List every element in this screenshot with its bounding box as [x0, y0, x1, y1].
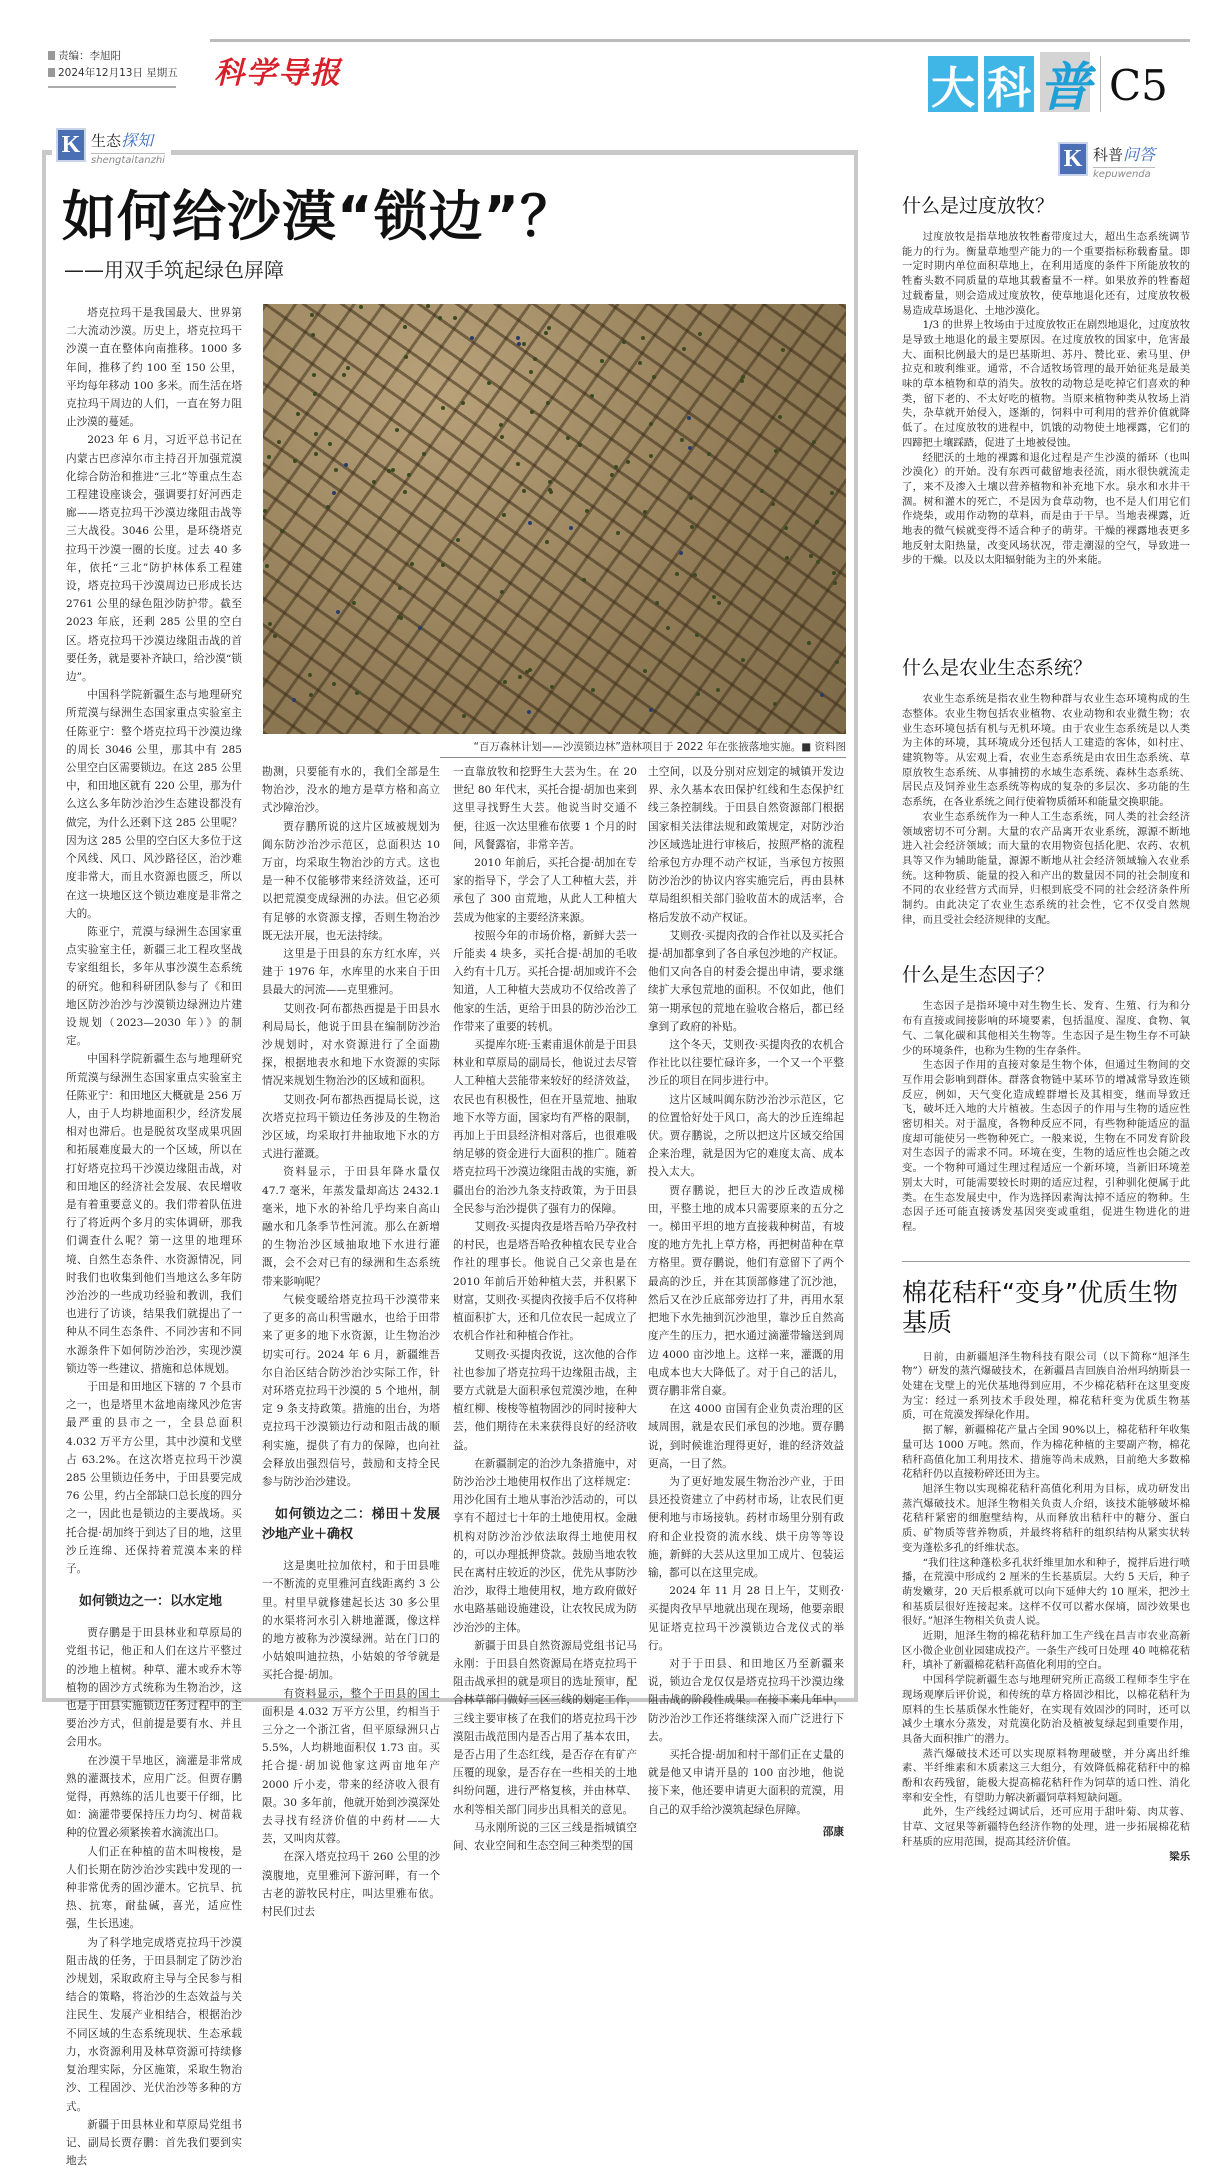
- paragraph: 2024 年 11 月 28 日上午，艾则孜·买提肉孜早早地就出现在现场，他要亲眼见证塔克拉玛干沙漠锁边合龙仪式的举行。: [648, 1585, 844, 1652]
- tree-mark: [403, 325, 407, 329]
- paragraph: 日前，由新疆旭泽生物科技有限公司（以下简称“旭泽生物”）研发的蒸汽爆破技术，在新疆昌吉回族自治州玛纳斯县一处建在戈壁上的光伏基地得到应用，不少棉花秸秆在这里变废为宝：经过一系列技术手段处理，棉花秸秆变为优质生物基质，可在荒漠发挥绿化作用。: [902, 1350, 1190, 1422]
- tree-mark: [591, 688, 595, 692]
- tree-mark: [530, 410, 534, 414]
- brand-char: 科: [984, 56, 1034, 112]
- tree-mark: [418, 626, 422, 630]
- tree-mark: [550, 685, 554, 689]
- tree-mark: [438, 316, 442, 320]
- paragraph: 2010 年前后，买托合提·胡加在专家的指导下，学会了人工种植大芸，并承包了 300 亩荒地，从此人工种植大芸成为他家的主要经济来源。: [453, 857, 637, 924]
- tree-mark: [314, 452, 318, 456]
- paragraph: 这片区域叫阗东防沙治沙示范区，它的位置恰好处于风口，高大的沙丘连绵起伏。贾存鹏说，之所以把这片区域交给国企来治理，就是因为它的难度太高、成本投入太大。: [648, 1093, 844, 1179]
- paragraph-continued: 一直靠放牧和挖野生大芸为生。在 20 世纪 80 年代末，买托合提·胡加也来到这里寻找野生大芸。他说当时交通不便，往返一次达里雅布依要 1 个月的时间，风餐露宿，非常辛苦。: [453, 766, 637, 851]
- paragraph: 新疆于田县自然资源局党组书记马永刚：于田县自然资源局在塔克拉玛干阻击战承担的就是项目的选址预审，配合林草部门做好三区三线的划定工作，三线主要审核了在我们的塔克拉玛干沙漠阻击战范围内是否占用了基本农田，是否占用了生态红线，是否存在有矿产压覆的现象，是否存在一些相关的土地纠纷问题，进行严格复核，并由林草、水利等相关部门同步出具相关的意见。: [453, 1639, 637, 1816]
- tree-mark: [503, 680, 507, 684]
- paragraph: 气候变暖给塔克拉玛干沙漠带来了更多的高山积雪融水，也给于田带来了更多的地下水资源，让生物治沙切实可行。2024 年 6 月，新疆维吾尔自治区结合防沙治沙实际工作，针对环塔克拉玛干沙漠的 5 个地州，制定 9 条支持政策。措施的出台，为塔克拉玛干沙漠锁边行动和阻击战的顺利实施，提供了有力的保障，也向社会释放出强烈信号，鼓励和支持全民参与防沙治沙建设。: [262, 1293, 440, 1488]
- tree-mark: [689, 496, 693, 500]
- tree-mark: [816, 560, 820, 564]
- paragraph: 在新疆制定的治沙九条措施中，对防沙治沙土地使用权作出了这样规定：用沙化国有土地从事治沙活动的，可以享有不超过七十年的土地使用权。金融机构对防沙治沙依法取得土地使用权的，可以办理抵押贷款。鼓励当地农牧民在离村庄较近的沙区，优先从事防沙治沙，取得土地使用权，地方政府做好水电路基础设施建设，让农牧民成为防沙治沙的主体。: [453, 1457, 637, 1634]
- paragraph: 蒸汽爆破技术还可以实现原料物理破壁，并分离出纤维素、半纤维素和木质素这三大组分，有效降低棉花秸秆中的棉酚和农药残留，能极大提高棉花秸秆作为饲草的适口性、消化率和安全性，有望助力解决新疆饲草料短缺问题。: [902, 1747, 1190, 1804]
- paragraph: 陈亚宁，荒漠与绿洲生态国家重点实验室主任，新疆三北工程攻坚战专家组组长，多年从事沙漠生态系统的研究。他和科研团队参与了《和田地区防沙治沙与沙漠锁边绿洲边片建设规划（2023—2030 年）》的制定。: [66, 925, 242, 1048]
- tree-mark: [441, 563, 445, 567]
- paragraph: 贾存鹏是于田县林业和草原局的党组书记，他正和人们在这片平整过的沙地上植树。种草、灌木或乔木等植物的固沙方式统称为生物治沙，这也是于田县实施锁边任务过程中的主要治沙方式，但前提是要有水、并且会用水。: [66, 1627, 242, 1749]
- tree-mark: [310, 313, 314, 317]
- tree-mark: [407, 473, 411, 477]
- tree-mark: [336, 610, 340, 614]
- paragraph: 买提库尔班·玉素甫退休前是于田县林业和草原局的副局长，他说过去尽管人工种植大芸能带来较好的经济效益，农民也有积极性，但在开垦荒地、抽取地下水等方面，国家均有严格的限制，再加上于田县经济相对落后，也很难吸纳足够的资金进行大面积的推广。随着塔克拉玛干沙漠边缘阻击战的实施，新疆出台的治沙九条支持政策，为于田县全民参与治沙提供了强有力的保障。: [453, 1039, 637, 1215]
- badge-title: 生态: [91, 132, 122, 150]
- k-logo-icon: K: [1058, 142, 1088, 176]
- cotton-article-body: [902, 1350, 1190, 1865]
- tree-mark: [807, 641, 811, 645]
- meta-rule: [48, 86, 176, 88]
- tree-mark: [549, 490, 553, 494]
- article-column-3: [453, 763, 637, 1855]
- tree-mark: [566, 436, 570, 440]
- section-divider: [902, 1261, 1190, 1262]
- tree-mark: [346, 366, 350, 370]
- tree-mark: [643, 669, 647, 673]
- square-bullet-icon: [48, 51, 55, 60]
- paragraph: 人们正在种植的苗木叫梭梭，是人们长期在防沙治沙实践中发现的一种非常优秀的固沙灌木。它抗旱、抗热、抗寒，耐盐碱，喜光，适应性强，生长迅速。: [66, 1845, 242, 1931]
- tree-mark: [332, 491, 336, 495]
- tree-mark: [516, 462, 520, 466]
- section-badge-shengtaitanzhi: [52, 128, 171, 166]
- tree-mark: [344, 463, 348, 467]
- tree-mark: [740, 379, 744, 383]
- tree-mark: [355, 691, 359, 695]
- tree-mark: [675, 572, 679, 576]
- tree-mark: [502, 513, 506, 517]
- tree-mark: [500, 435, 504, 439]
- tree-mark: [638, 361, 642, 365]
- tree-mark: [652, 375, 656, 379]
- top-rule: [210, 39, 1190, 42]
- paragraph: 这个冬天，艾则孜·买提肉孜的农机合作社比以往要忙碌许多，一个又一个平整沙丘的项目在同步进行中。: [648, 1039, 844, 1088]
- tree-mark: [404, 355, 408, 359]
- paragraph: 在沙漠干旱地区，滴灌是非常成熟的灌溉技术，应用广泛。但贾存鹏觉得，再熟练的活儿也要干仔细，比如：滴灌带要保持压力均匀、树苗栽种的位置必须紧挨着水滴流出口。: [66, 1754, 242, 1840]
- tree-mark: [815, 520, 819, 524]
- tree-mark: [547, 326, 551, 330]
- article-subtitle: ——用双手筑起绿色屏障: [64, 258, 284, 282]
- paragraph: 过度放牧是指草地放牧牲畜带度过大，超出生态系统调节能力的行为。衡量草地型产能力的一个重要指标称载畜量。即一定时期内单位面积草地上，在利用适度的条件下所能放牧的牲畜头数不同质量的草地其载畜量不一样。如果放养的牲畜超过载畜量，则会造成过度放牧，使草地退化还有，过度放牧极易造成草场退化、土地沙漠化。: [902, 231, 1190, 317]
- page-number: C5: [1109, 61, 1168, 110]
- paragraph: 经肥沃的土地的裸露和退化过程是产生沙漠的循环（也叫沙漠化）的开始。没有东西可截留地表径流，雨水很快就流走了，来不及渗入土壤以营养植物和补充地下水。泉水和水井干涸。树和灌木的死亡，不是因为食草动物，也不是人们用它们作烧柴，或用作动物的草料，而是由于干旱。当地表裸露，近地表的微气候就变得不适合种子的萌芽。干燥的裸露地表更多地反射太阳热量，改变风场状况，带走潮湿的空气，导致进一步的干燥。以及以太阳辐射能为主的外来能。: [902, 451, 1190, 567]
- right-column: [902, 194, 1190, 1864]
- tree-mark: [398, 586, 402, 590]
- paragraph: 中国科学院新疆生态与地理研究所荒漠与绿洲生态国家重点实验室主任陈亚宁：和田地区大概就是 256 万人，由于人均耕地面积少，经济发展相对也滞后。也是脱贫攻坚成果巩固和拓展难度最大的一个区域，所以在打好塔克拉玛干沙漠边缘阻击战，对和田地区的经济社会发展、农民增收是有着重要意义的。我们带着队伍进行了将近两个多月的实体调研，那我们调查什么呢？第一这里的地理环境、自然生态条件、水资源情况，同时我们也收集到他们当地这么多年防沙治沙的一些成功经验和教训，我们也进行了访谈，结果我们就提出了一种从不同生态条件、不同沙害和不同水源条件下如何防沙治沙，实现沙漠锁边等一些建议、措施和总体规划。: [66, 1053, 242, 1375]
- tree-mark: [771, 502, 775, 506]
- tree-mark: [268, 622, 272, 626]
- tree-mark: [582, 578, 586, 582]
- k-logo-icon: K: [56, 128, 86, 162]
- paragraph: 此外，生产线经过调试后，还可应用于甜叶菊、肉苁蓉、甘草、文冠果等新疆特色经济作物的处理，进一步拓展棉花秸秆基质的应用范围，提高其经济价值。: [902, 1806, 1190, 1848]
- tree-mark: [403, 490, 407, 494]
- badge-pinyin: shengtaitanzhi: [91, 155, 165, 166]
- paragraph: 为了更好地发展生物治沙产业，于田县还投资建立了中药材市场，让农民们更便利地与市场接轨。药材市场里分别有政府和企业投资的流水线、烘干房等等设施，新鲜的大芸从这里加工成片、包装运输，都可以在这里完成。: [648, 1475, 844, 1579]
- paragraph: 艾则孜·买提肉孜是塔吾哈乃孕孜村的村民，也是塔吾哈孜种植农民专业合作社的理事长。他说自己父亲也是在 2010 年前后开始种植大芸，并积累下财富，艾则孜·买提肉孜接手后不仅将种植面积扩大，还和几位农民一起成立了农机合作社和种植合作社。: [453, 1221, 637, 1343]
- tree-mark: [698, 332, 702, 336]
- tree-mark: [522, 342, 526, 346]
- paragraph: 生态因子是指环境中对生物生长、发育、生殖、行为和分布有直接或间接影响的环境要素，包括温度、湿度、食物、氧气、二氧化碳和其他相关生物等。生态因子是生物生存不可缺少的环境条件，也称为生物的生存条件。: [902, 1000, 1190, 1057]
- qa-answer: [902, 692, 1190, 927]
- tree-mark: [695, 633, 699, 637]
- editor: 责编：李旭阳: [58, 50, 121, 62]
- tree-mark: [781, 348, 785, 352]
- tree-mark: [487, 381, 491, 385]
- tree-mark: [441, 406, 445, 410]
- tree-mark: [610, 473, 614, 477]
- tree-mark: [391, 468, 395, 472]
- section-badge-kepuwenda: [1058, 142, 1155, 180]
- tree-mark: [820, 693, 824, 697]
- paragraph-continued: 土空间，以及分别对应划定的城镇开发边界、永久基本农田保护红线和生态保护红线三条控制线。于田县自然资源部门根据国家相关法律法规和政策规定，对防沙治沙区域选址进行审核后，按照严格的流程给承包方办理不动产权证，当承包方按照防沙治沙的协议内容实施完后，再由县林草局组织相关部门验收苗木的成活率，合格后发放不动产权证。: [648, 766, 844, 924]
- tree-mark: [461, 401, 465, 405]
- tree-mark: [453, 316, 457, 320]
- paragraph: 旭泽生物以实现棉花秸秆高值化利用为目标，成功研发出蒸汽爆破技术。旭泽生物相关负责人介绍，该技术能够破坏棉花秸秆紧密的细胞壁结构，从而释放出秸秆中的糖分、蛋白质、矿物质等营养物质，并最终将秸秆的组织结构从紧实状转变为蓬松多孔的纤维状态。: [902, 1483, 1190, 1554]
- tree-mark: [296, 412, 300, 416]
- paragraph: 贾存鹏所说的这片区域被规划为阗东防沙治沙示范区，总面积达 10 万亩，均采取生物治沙的方式。这也是一种不仅能够带来经济效益，还可以把荒漠变成绿洲的办法。但它必须有足够的水资源支撑，否则生物治沙既无法开展，也无法持续。: [262, 820, 440, 942]
- paragraph: 按照今年的市场价格，新鲜大芸一斤能卖 4 块多，买托合提·胡加的毛收入约有十几万。买托合提·胡加或许不会知道，人工种植大芸成功不仅给改善了他家的生活，更给于田县的防沙治沙工作带来了重要的转机。: [453, 929, 637, 1033]
- paragraph: 1/3 的世界上牧场由于过度放牧正在剧烈地退化，过度放牧是导致土地退化的最主要原因。在过度放牧的国家中，危害最大、面积比例最大的是巴基斯坦、苏丹、赞比亚、索马里、伊拉克和玻利维亚。通常，不合适牧场管理的最开始征兆是最美味的草本植物和草的消失。放牧的动物总是吃掉它们喜欢的种类，留下老的、不太好吃的植物。当原来植物种类从牧场上消失，杂草就开始侵入，逐渐的，饲料中可利用的营养价值就降低了。在过度放牧的进程中，饥饿的动物使土地裸露，它们的四蹄把土壤踩踏，促进了土地被侵蚀。: [902, 319, 1190, 449]
- paragraph: 在这 4000 亩国有企业负责治理的区域周围，就是农民们承包的沙地。贾存鹏说，到时候谁治理得更好，谁的经济效益更高，一目了然。: [648, 1403, 844, 1470]
- tree-mark: [666, 626, 670, 630]
- tree-mark: [716, 688, 720, 692]
- tree-mark: [585, 509, 589, 513]
- tree-mark: [693, 573, 697, 577]
- page-meta: [48, 48, 178, 82]
- tree-mark: [422, 452, 426, 456]
- article-column-1: [66, 304, 242, 2170]
- article-column-2: [262, 763, 440, 1921]
- tree-mark: [696, 692, 700, 696]
- paragraph: 艾则孜·买提肉孜说，这次他的合作社也参加了塔克拉玛干边缘阻击战，主要方式就是大面积承包荒漠沙地，在种植红柳、梭梭等植物固沙的同时接种大芸，他们期待在未来获得良好的经济收益。: [453, 1348, 637, 1452]
- qa-answer: [902, 999, 1190, 1234]
- tree-mark: [741, 658, 745, 662]
- qa-answer: [902, 230, 1190, 568]
- article-headline: 如何给沙漠“锁边”？: [62, 185, 575, 248]
- paragraph: 农业生态系统作为一种人工生态系统，同人类的社会经济领域密切不可分割。大量的农产品离开农业系统，源源不断地进入社会经济领域；而大量的农用物资包括化肥、农药、农机具等又作为辅助能量，源源不断地从社会经济领域输入农业系统。这种物质、能量的投入和产出的数量因不同的社会制度和不同的农业经营方式而异，归根到底受不同的社会经济条件所制约。由此决定了农业生态系统的社会性，它不仅受自然规律，而且受社会经济规律的支配。: [902, 810, 1190, 926]
- tree-mark: [649, 454, 653, 458]
- divider: [1100, 56, 1101, 112]
- paragraph: 新疆于田县林业和草原局党组书记、副局长贾存鹏：首先我们要到实地去: [66, 2118, 242, 2168]
- paragraph: 生态因子作用的直接对象是生物个体，但通过生物间的交互作用会影响到群体。群落食物链中某环节的增减常导致连锁反应，例如，天气变化造成蝗群增长及其相变，继而导致迁飞，破坏迁入地的大片植被。生态因子的作用与生物的适应性密切相关。对于温度，各物种反应不同，有些物种能适应的温度却可能使另一些物种死亡。一般来说，生物在不同发育阶段对生态因子的需求不同。环境在变，生物的适应性也会随之改变。一个物种可通过生理过程适应一个新环境，当新旧环境差别太大时，可能需要较长时期的适应过程，引种驯化便属于此类。在生态发展史中，作为选择因素淘汰掉不适应的物种。生态因子还可能直接诱发基因突变或重组，促进生物进化的进程。: [902, 1059, 1190, 1233]
- tree-mark: [833, 581, 837, 585]
- paragraph: 艾则孜·买提肉孜的合作社以及买托合提·胡加都拿到了各自承包沙地的产权证。他们又向各自的村委会提出申请，要求继续扩大承包荒地的面积。不仅如此，他们第一期承包的荒地在验收合格后，都已经拿到了政府的补贴。: [648, 929, 844, 1033]
- tree-mark: [342, 373, 346, 377]
- tree-mark: [545, 540, 549, 544]
- paragraph: 中国科学院新疆生态与地理研究所正高级工程师李生宇在现场观摩后评价说，和传统的草方格固沙相比，以棉花秸秆为原料的生长基质保水性能好，在实现有效固沙的同时，还可以减少土壤水分蒸发，对荒漠化防治及植被复绿起到重要作用，具备大面积推广的潜力。: [902, 1674, 1190, 1745]
- tree-mark: [312, 373, 316, 377]
- tree-mark: [470, 336, 474, 340]
- section-heading: 如何锁边之二：梯田＋发展沙地产业＋确权: [262, 1507, 440, 1543]
- paragraph: 近期，旭泽生物的棉花秸秆加工生产线在昌吉市农业高新区小微企业创业园建成投产。一条生产线可日处理 40 吨棉花秸秆，填补了新疆棉花秸秆高值化利用的空白。: [902, 1630, 1190, 1672]
- tree-mark: [397, 615, 401, 619]
- tree-mark: [372, 480, 376, 484]
- tree-mark: [529, 370, 533, 374]
- tree-mark: [679, 551, 683, 555]
- tree-mark: [273, 634, 277, 638]
- paragraph: 塔克拉玛干是我国最大、世界第二大流动沙漠。历史上，塔克拉玛干沙漠一直在整体向南推移。1000 多年间，推移了约 100 至 150 公里，平均每年移动 100 多米。而生活在塔克拉玛干周边的人们，一直在努力阻止沙漠的蔓延。: [66, 307, 242, 429]
- paragraph: 贾存鹏说，把巨大的沙丘改造成梯田，平整土地的成本只需要原来的五分之一。梯田平坦的地方直接栽种树苗，有坡度的地方先扎上草方格，再把树苗种在草方格里。贾存鹏说，他们有意留下了两个最高的沙丘，并在其顶部修建了沉沙池，然后又在沙丘底部旁边打了井，再用水泵把地下水先抽到沉沙池里，靠沙丘自然高度产生的压力，把水通过滴灌带输送到周边 4000 亩沙地上。这样一来，灌溉的用电成本也大大降低了。对于自己的活儿，贾存鹏非常自豪。: [648, 1184, 844, 1397]
- tree-mark: [641, 336, 645, 340]
- tree-mark: [410, 562, 414, 566]
- tree-mark: [655, 601, 659, 605]
- qa-question: 什么是农业生态系统？: [902, 657, 1093, 680]
- paragraph: 马永刚所说的三区三线是指城镇空间、农业空间和生态空间三种类型的国: [453, 1821, 637, 1852]
- tree-mark: [311, 333, 315, 337]
- paragraph: 据了解，新疆棉花产量占全国 90%以上，棉花秸秆年收集量可达 1000 万吨。然而，作为棉花种植的主要副产物，棉花秸秆高值化加工利用技术、措施等尚未成熟，目前绝大多数棉花秸秆仍以直接粉碎还田为主。: [902, 1424, 1190, 1481]
- brand-char: 大: [928, 56, 978, 112]
- tree-mark: [522, 489, 526, 493]
- tree-mark: [517, 342, 521, 346]
- tree-mark: [773, 702, 777, 706]
- tree-mark: [622, 340, 626, 344]
- tree-mark: [643, 510, 647, 514]
- tree-mark: [569, 526, 573, 530]
- tree-mark: [426, 304, 430, 308]
- tree-mark: [649, 708, 653, 712]
- tree-mark: [687, 416, 691, 420]
- tree-mark: [309, 693, 313, 697]
- tree-mark: [785, 556, 789, 560]
- photo-caption: “百万森林计划——沙漠锁边林”造林项目于 2022 年在张掖落地实施。■ 资料图: [440, 740, 846, 758]
- tree-mark: [548, 480, 552, 484]
- tree-mark: [280, 529, 284, 533]
- tree-mark: [387, 469, 391, 473]
- tree-mark: [830, 491, 834, 495]
- paragraph: 中国科学院新疆生态与地理研究所荒漠与绿洲生态国家重点实验室主任陈亚宁：整个塔克拉玛干沙漠边缘的周长 3046 公里，那其中有 285 公里空白区需要锁边。在这 285 公里中，和田地区就有 220 公里，那为什么这么多年防沙治沙生态建设都没有做完，为什么还剩下这 285 公里呢？因为这 285 公里的空白区大多位于这个风线、风口、风沙路径区，治沙难度非常大，而且水资源也匮乏，所以在这一块地区这个锁边难度是非常之大的。: [66, 689, 242, 920]
- badge-title-italic: 探知: [121, 131, 154, 150]
- tree-mark: [314, 432, 318, 436]
- tree-mark: [499, 423, 503, 427]
- tree-mark: [616, 531, 620, 535]
- tree-mark: [359, 305, 363, 309]
- tree-mark: [292, 698, 296, 702]
- author-signature: 梁乐: [1169, 1850, 1190, 1863]
- tree-mark: [546, 401, 550, 405]
- paragraph: 为了科学地完成塔克拉玛干沙漠阻击战的任务，于田县制定了防沙治沙规划，采取政府主导与全民参与相结合的策略，将治沙的生态效益与关注民生、发展产业相结合，根据治沙不同区域的生态系统现状、生态承载力，水资源利用及林草资源可持续修复治理实际，分区施策，采取生物治沙、工程固沙、光伏治沙等多种的方式。: [66, 1936, 242, 2113]
- square-bullet-icon: [48, 68, 55, 77]
- paragraph: 艾则孜·阿布都热西提是于田县水利局局长，他说于田县在编制防沙治沙规划时，对水资源进行了全面勘探，根据地表水和地下水资源的实际情况来规划生物治沙的区域和面积。: [262, 1002, 440, 1088]
- badge-title: 科普: [1093, 146, 1124, 164]
- tree-mark: [326, 505, 330, 509]
- paragraph: “我们往这种蓬松多孔状纤维里加水和种子，搅拌后进行喷播，在荒漠中形成约 2 厘米的生长基质层。大约 5 天后，种子萌发嫩芽，20 天后根系就可以向下延伸大约 10 厘米，把沙土和基质层很好连接起来。这样不仅可以蓄水保墒，固沙效果也很好。”旭泽生物相关负责人说。: [902, 1556, 1190, 1628]
- paragraph: 艾则孜·阿布都热西提局长说，这次塔克拉玛干锁边任务涉及的生物治沙区域，均采取打井抽取地下水的方式进行灌溉。: [262, 1093, 440, 1161]
- badge-title-italic: 问答: [1123, 145, 1156, 164]
- section-heading: 如何锁边之一：以水定地: [79, 1594, 223, 1610]
- tree-mark: [760, 489, 764, 493]
- tree-mark: [265, 564, 269, 568]
- badge-pinyin: kepuwenda: [1093, 167, 1155, 180]
- paragraph: 农业生态系统是指农业生物种群与农业生态环境构成的生态整体。农业生物包括农业植物、农业动物和农业微生物；农业生态环境包括有机与无机环境。由于农业生态系统是以人类为主体的环境，其环境成分还包括人工建造的客体，如村庄、建筑物等。从宏观上看，农业生态系统是由农田生态系统、草原放牧生态系统、从事捕捞的水域生态系统、森林生态系统、居民点及饲养业生态系统等构成的复杂的多层次、多功能的生态系统，在各业系统之间行使着物质循环和能量交换职能。: [902, 693, 1190, 809]
- tree-mark: [267, 455, 271, 459]
- tree-mark: [544, 331, 548, 335]
- tree-mark: [614, 465, 618, 469]
- tree-mark: [832, 571, 836, 575]
- paragraph: 于田是和田地区下辖的 7 个县市之一，也是塔里木盆地南缘风沙危害最严重的县市之一，全县总面积 4.032 万平方公里，其中沙漠和戈壁占 63.2%。在这次塔克拉玛干沙漠 285 公里锁边任务中，于田县要完成 76 公里，约占全部缺口总长度的四分之一，因此也是锁边的主要战场。买托合提·胡加终于到达了目的地，这里沙丘连绵、还保持着荒漠本来的样子。: [66, 1380, 242, 1576]
- tree-mark: [263, 509, 267, 513]
- tree-mark: [712, 595, 716, 599]
- tree-mark: [680, 438, 684, 442]
- tree-mark: [688, 446, 692, 450]
- tree-mark: [774, 449, 778, 453]
- paragraph: 这是奥吐拉加依村，和于田县唯一不断流的克里雅河直线距离约 3 公里。村里早就修建起长达 30 多公里的水渠将河水引入耕地灌溉，像这样的地方被称为沙漠绿洲。站在门口的小姑娘叫迪拉热，小姑娘的爷爷就是买托合提·胡加。: [262, 1560, 440, 1682]
- tree-mark: [352, 601, 356, 605]
- tree-mark: [528, 668, 532, 672]
- tree-mark: [293, 459, 297, 463]
- article-photo: [263, 304, 846, 734]
- qa-question: 什么是生态因子？: [902, 964, 1055, 987]
- tree-mark: [717, 601, 721, 605]
- tree-mark: [334, 468, 338, 472]
- paragraph: 这里是于田县的东方红水库，兴建于 1976 年，水库里的水来自于田县最大的河流——克里雅河。: [262, 948, 440, 997]
- tree-mark: [328, 442, 332, 446]
- tree-mark: [649, 422, 653, 426]
- tree-mark: [812, 440, 816, 444]
- tree-mark: [277, 440, 281, 444]
- tree-mark: [578, 443, 582, 447]
- tree-mark: [313, 392, 317, 396]
- article-column-4: [648, 763, 844, 1841]
- tree-mark: [527, 710, 531, 714]
- tree-mark: [778, 415, 782, 419]
- section-brand: [928, 52, 1168, 118]
- tree-mark: [707, 452, 711, 456]
- tree-mark: [784, 526, 788, 530]
- tree-mark: [518, 675, 522, 679]
- tree-mark: [690, 525, 694, 529]
- tree-mark: [626, 460, 630, 464]
- newspaper-logo: 科学导报: [214, 56, 342, 91]
- qa-question: 什么是过度放牧？: [902, 195, 1055, 217]
- tree-mark: [500, 590, 504, 594]
- author-signature: 邵康: [822, 1825, 844, 1838]
- tree-mark: [516, 336, 520, 340]
- paragraph: 对于于田县、和田地区乃至新疆来说，锁边合龙仅仅是塔克拉玛干沙漠边缘阻击战的阶段性成果。在接下来几年中，防沙治沙工作还将继续深入而广泛进行下去。: [648, 1657, 844, 1743]
- tree-mark: [395, 428, 399, 432]
- paragraph-continued: 勘测，只要能有水的，我们全部是生物治沙，没水的地方是草方格和高立式沙障治沙。: [262, 766, 440, 815]
- tree-mark: [600, 359, 604, 363]
- tree-mark: [533, 357, 537, 361]
- brand-char: 普: [1040, 52, 1090, 112]
- tree-mark: [528, 521, 532, 525]
- paragraph: 资料显示，于田县年降水量仅 47.7 毫米，年蒸发量却高达 2432.1 毫米，地下水的补给几乎均来自高山融水和几条季节性河流。那么在新增的生物治沙区域抽取地下水进行灌溉，会不会对已有的绿洲和生态系统带来影响呢？: [262, 1166, 440, 1288]
- tree-mark: [332, 682, 336, 686]
- tree-mark: [308, 673, 312, 677]
- tree-mark: [462, 714, 466, 718]
- paragraph: 在深入塔克拉玛干 260 公里的沙漠腹地，克里雅河下游河畔，有一个古老的游牧民村庄，叫达里雅布依。村民们过去: [262, 1851, 440, 1918]
- tree-mark: [809, 554, 813, 558]
- tree-mark: [456, 538, 460, 542]
- cotton-article-headline: 棉花秸秆“变身”优质生物基质: [902, 1277, 1178, 1337]
- paragraph: 2023 年 6 月，习近平总书记在内蒙古巴彦淖尔市主持召开加强荒漠化综合防治和推进“三北”等重点生态工程建设座谈会，强调要打好河西走廊——塔克拉玛干沙漠边缘阻击战等三大战役。3046 公里，是环绕塔克拉玛干沙漠一圈的长度。过去 40 多年，依托“三北”防护林体系工程建设，塔克拉玛干沙漠周边已形成长达 2761 公里的绿色阻沙防护带。截至 2023 年底，还剩 285 公里的空白区。塔克拉玛干沙漠边缘阻击战的首要任务，就是要补齐缺口，给沙漠“锁边”。: [66, 434, 242, 684]
- tree-mark: [682, 347, 686, 351]
- paragraph: 买托合提·胡加和村干部们正在丈量的就是他又申请开垦的 100 亩沙地，他说接下来，他还要申请更大面积的荒漠，用自己的双手给沙漠筑起绿色屏障。: [648, 1748, 844, 1816]
- paragraph: 有资料显示，整个于田县的国土面积是 4.032 万平方公里，约相当于三分之一个浙江省，但平原绿洲只占 5.5%，人均耕地面积仅 1.73 亩。买托合提·胡加说他家这两亩地年产 2000 斤小麦，带来的经济收入很有限。30 多年前，他就开始到沙漠深处去寻找有经济价值的中药材——大芸，又叫肉苁蓉。: [262, 1687, 440, 1846]
- issue-date: 2024年12月13日 星期五: [58, 67, 178, 79]
- tree-mark: [835, 660, 839, 664]
- tree-mark: [590, 394, 594, 398]
